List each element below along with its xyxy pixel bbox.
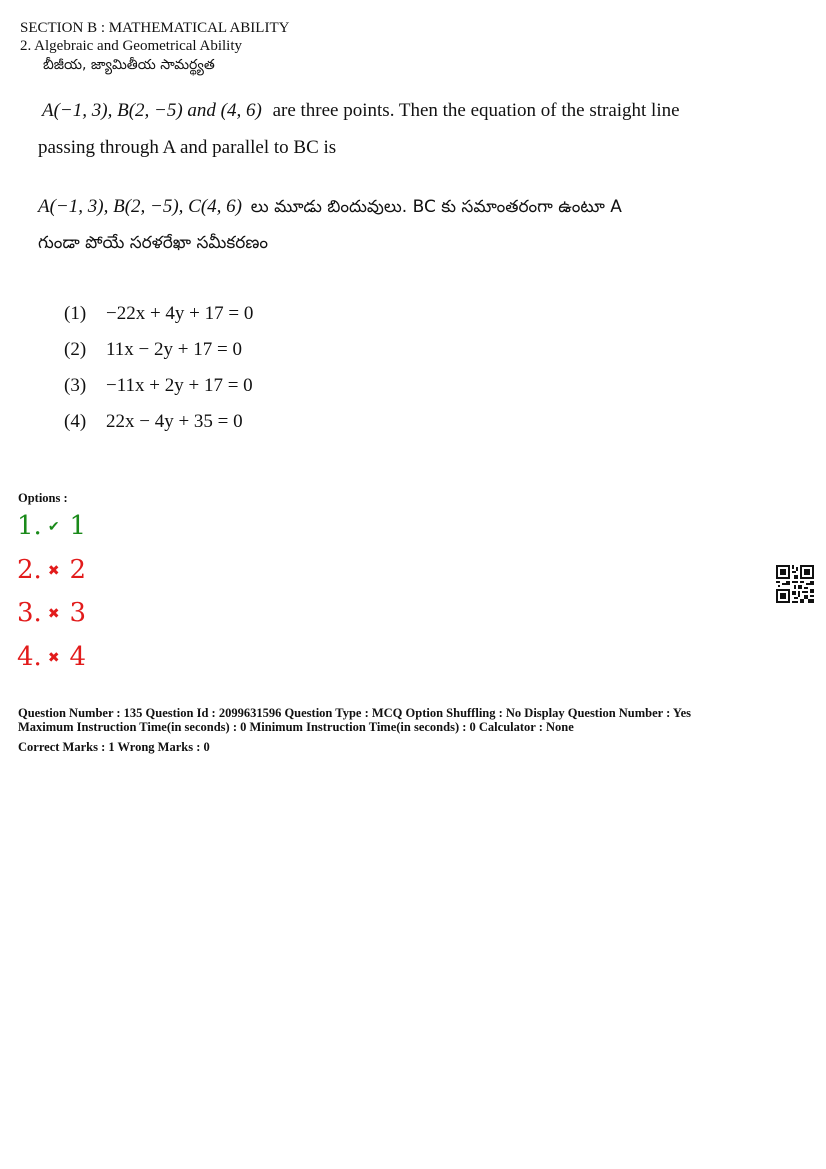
answer-text: 22x − 4y + 35 = 0: [106, 411, 243, 432]
option-value: 2: [69, 555, 87, 585]
qr-code-icon: [776, 565, 814, 603]
section-subtitle-telugu: బీజీయ, జ్యామితీయ సామర్థ్యత: [43, 57, 215, 73]
check-icon: ✔: [47, 519, 60, 535]
answer-item: [64, 374, 253, 398]
answer-label: (1): [64, 303, 87, 324]
option-1: [17, 511, 86, 542]
option-2: [17, 555, 86, 586]
answer-text: 11x − 2y + 17 = 0: [106, 339, 242, 360]
option-prefix: 3.: [17, 598, 42, 628]
answer-item: [64, 410, 243, 434]
answer-text: −11x + 2y + 17 = 0: [106, 375, 253, 396]
question-english-line1: [42, 99, 680, 123]
option-value: 3: [69, 598, 87, 628]
question-telugu-text: లు మూడు బిందువులు. BC కు సమాంతరంగా ఉంటూ A: [250, 197, 622, 217]
section-subtitle: 2. Algebraic and Geometrical Ability: [20, 38, 243, 54]
answer-label: (2): [64, 339, 87, 360]
answer-text: −22x + 4y + 17 = 0: [106, 303, 254, 324]
section-title: SECTION B : MATHEMATICAL ABILITY: [20, 20, 290, 36]
question-telugu-math: A(−1, 3), B(2, −5), C(4, 6): [38, 196, 242, 217]
option-prefix: 4.: [17, 642, 42, 672]
option-3: [17, 598, 86, 629]
question-english-line2: passing through A and parallel to BC is: [38, 137, 337, 158]
question-telugu-line1: [38, 195, 622, 219]
answer-label: (3): [64, 375, 87, 396]
cross-icon: ✖: [47, 606, 60, 622]
meta-line2: Maximum Instruction Time(in seconds) : 0 Minimum Instruction Time(in seconds) : 0 Calculator : None: [18, 720, 574, 734]
cross-icon: ✖: [47, 650, 60, 666]
option-value: 4: [69, 642, 87, 672]
options-label: Options :: [18, 491, 68, 505]
option-4: [17, 642, 86, 673]
answer-item: [64, 302, 253, 326]
question-telugu-line2: గుండా పోయే సరళరేఖా సమీకరణం: [38, 233, 269, 253]
question-english-math: A(−1, 3), B(2, −5) and (4, 6): [42, 100, 262, 121]
answer-item: [64, 338, 242, 362]
question-english-text: are three points. Then the equation of the straight line: [272, 100, 680, 121]
meta-line1: Question Number : 135 Question Id : 2099631596 Question Type : MCQ Option Shuffling : No Display Question Number : Yes: [18, 706, 691, 720]
option-prefix: 1.: [17, 511, 42, 541]
option-value: 1: [69, 511, 87, 541]
option-prefix: 2.: [17, 555, 42, 585]
cross-icon: ✖: [47, 563, 60, 579]
answer-label: (4): [64, 411, 87, 432]
meta-line3: Correct Marks : 1 Wrong Marks : 0: [18, 740, 210, 754]
